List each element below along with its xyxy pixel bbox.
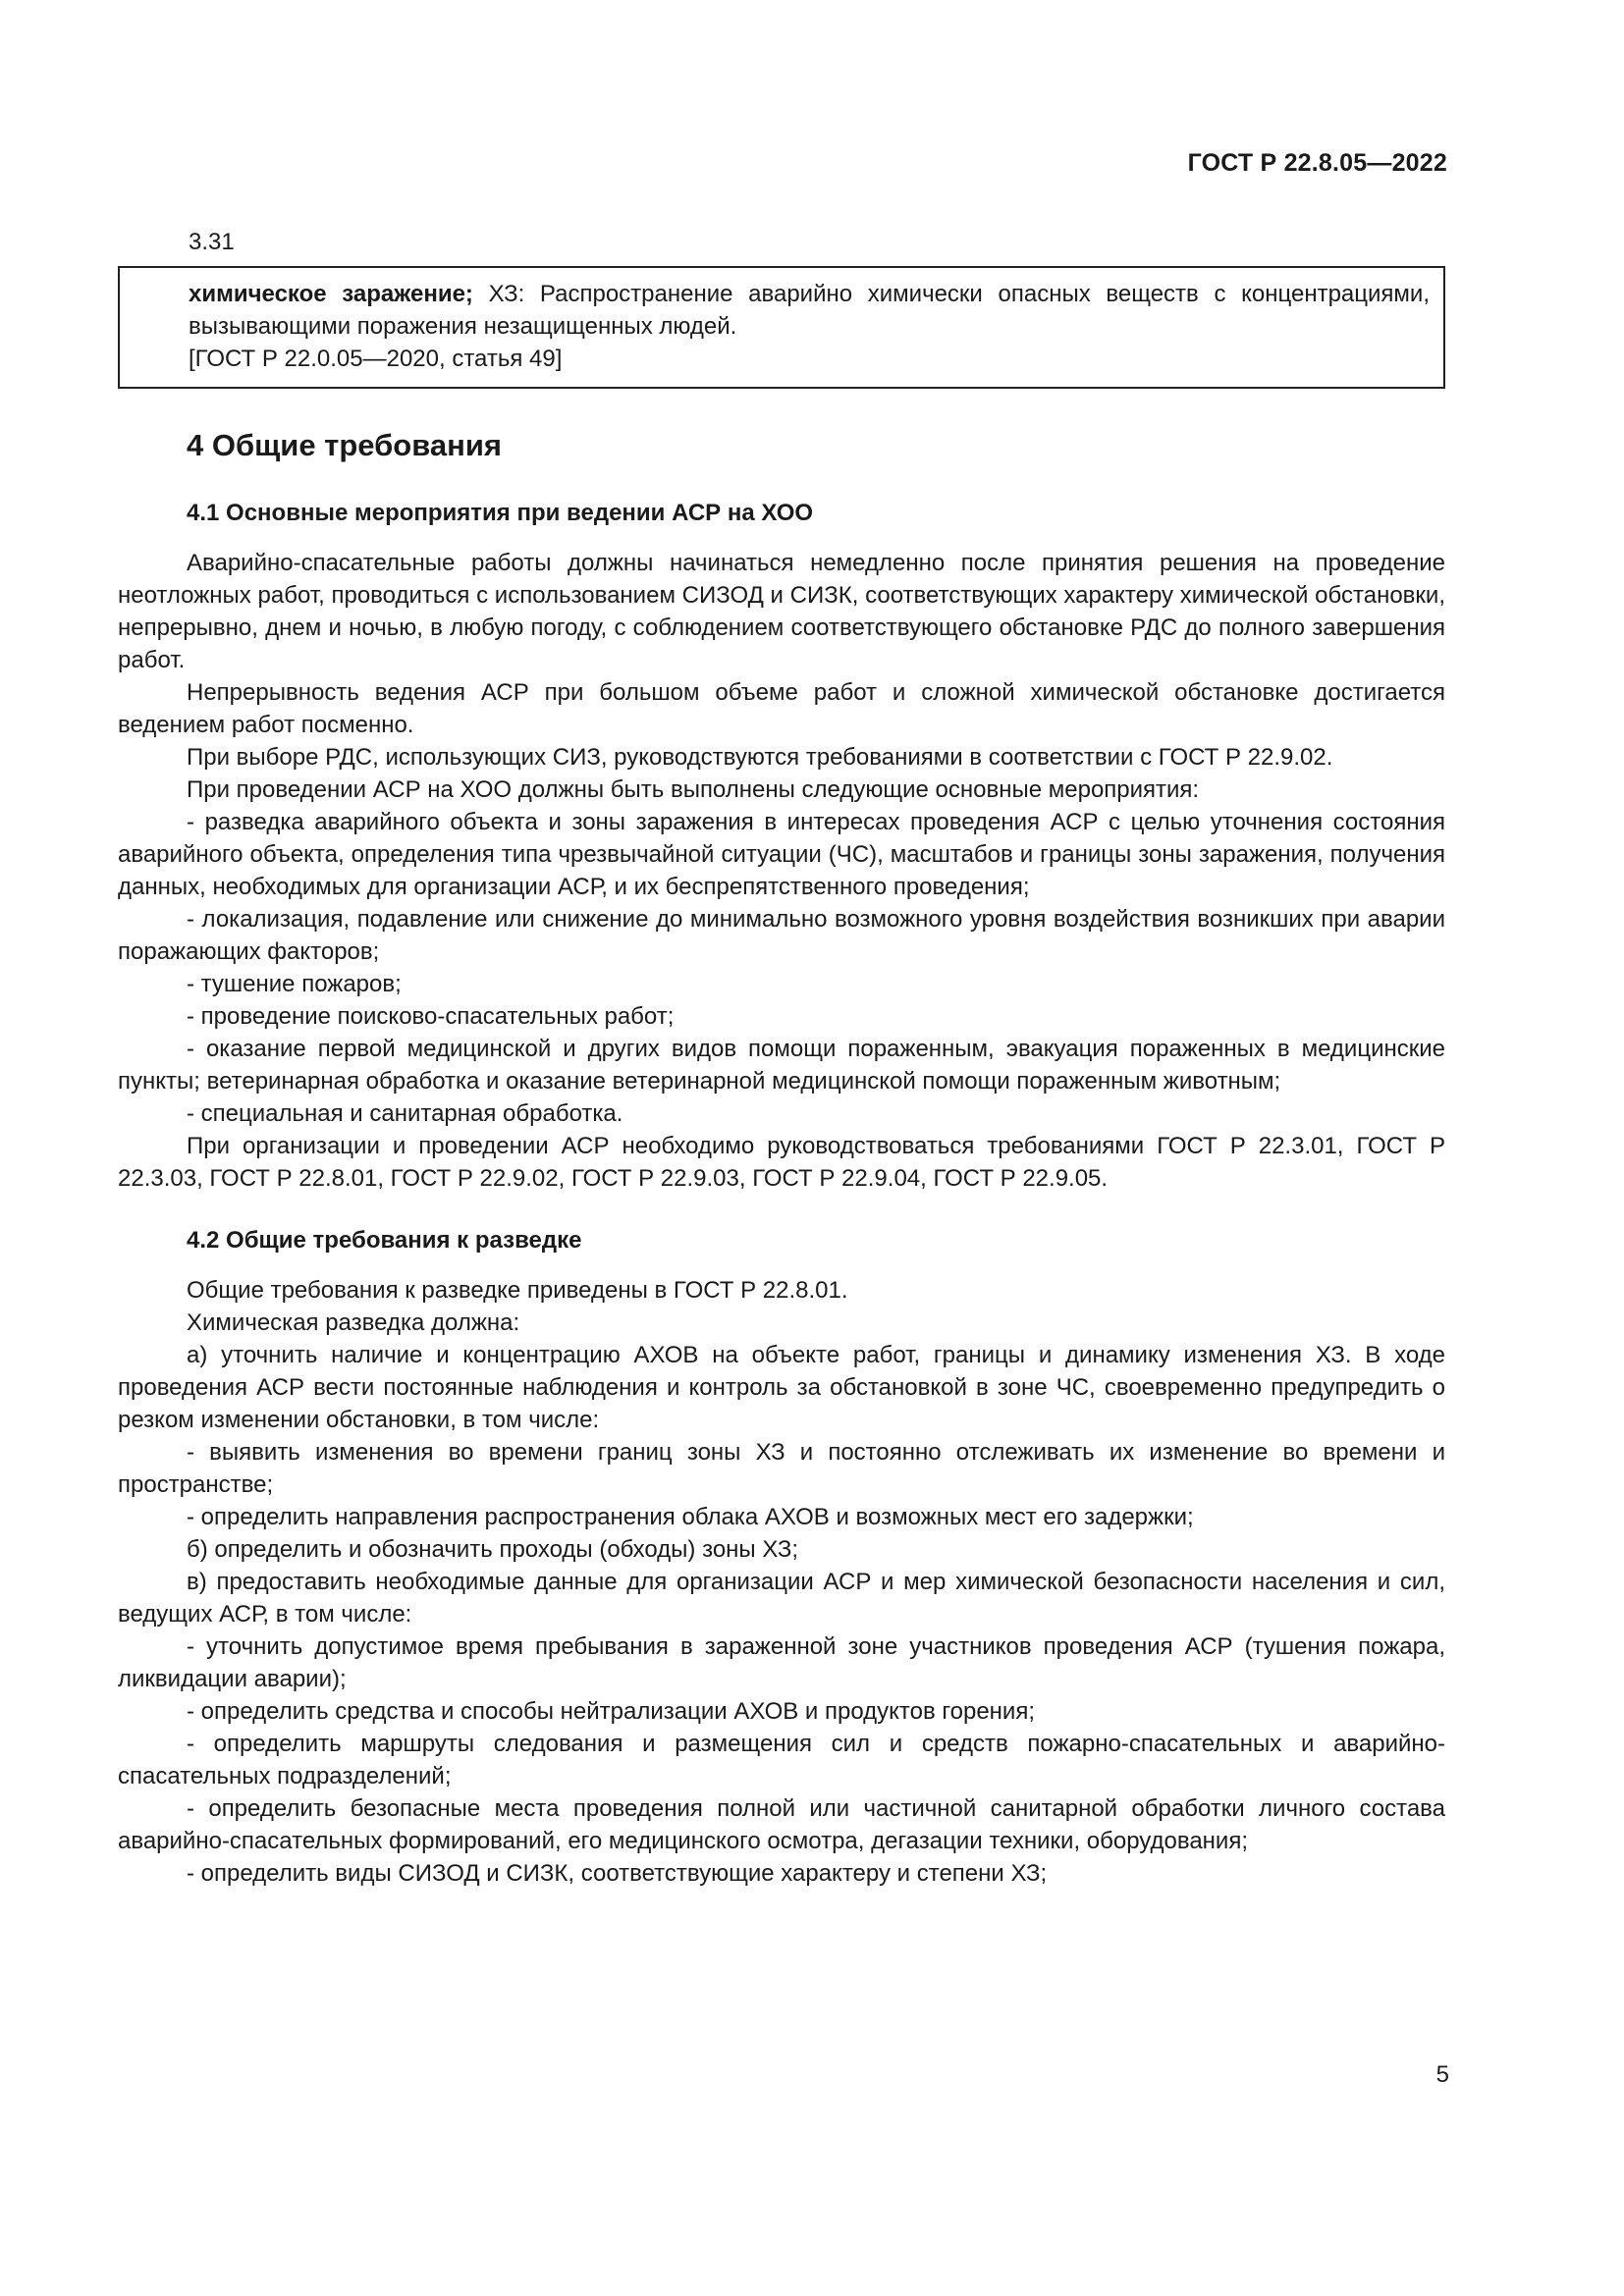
paragraph: Непрерывность ведения АСР при большом объеме работ и сложной химической обстановке достигается ведением работ посменно. xyxy=(118,679,1445,738)
list-item: - разведка аварийного объекта и зоны заражения в интересах проведения АСР с целью уточнения состояния аварийного объекта, определения типа чрезвычайной ситуации (ЧС), масштабов и границы зоны заражения, получения данных, необходимых для организации АСР, и их беспрепятственного проведения; xyxy=(118,809,1445,900)
term-source: [ГОСТ Р 22.0.05—2020, статья 49] xyxy=(189,346,563,372)
paragraph: Химическая разведка должна: xyxy=(187,1309,520,1336)
list-item: - оказание первой медицинской и других видов помощи пораженным, эвакуация пораженных в медицинские пункты; ветеринарная обработка и оказание ветеринарной медицинской помощи пораженным животным; xyxy=(118,1036,1445,1095)
paragraph: Общие требования к разведке приведены в ГОСТ Р 22.8.01. xyxy=(187,1277,848,1304)
paragraph: При выборе РДС, использующих СИЗ, руководствуются требованиями в соответствии с ГОСТ Р 22.9.02. xyxy=(187,744,1333,771)
term-definition: ХЗ: Распространение аварийно химически опасных веществ с концентрациями, вызывающими поражения незащищенных людей. xyxy=(189,281,1430,340)
subsection-title-4-1: 4.1 Основные мероприятия при ведении АСР на ХОО xyxy=(187,500,814,526)
list-item: - тушение пожаров; xyxy=(187,971,402,997)
term-definition-box xyxy=(118,266,1445,389)
paragraph: При организации и проведении АСР необходимо руководствоваться требованиями ГОСТ Р 22.3.01, ГОСТ Р 22.3.03, ГОСТ Р 22.8.01, ГОСТ Р 22.9.02, ГОСТ Р 22.9.03, ГОСТ Р 22.9.04, ГОСТ Р 22.9.05. xyxy=(118,1133,1445,1192)
list-item: - определить маршруты следования и размещения сил и средств пожарно-спасательных и аварийно-спасательных подразделений; xyxy=(118,1731,1445,1789)
list-item: - определить безопасные места проведения полной или частичной санитарной обработки личного состава аварийно-спасательных формирований, его медицинского осмотра, дегазации техники, оборудования; xyxy=(118,1795,1445,1854)
section-title: 4 Общие требования xyxy=(187,428,502,462)
list-item: - определить направления распространения облака АХОВ и возможных мест его задержки; xyxy=(187,1504,1194,1530)
list-item: - локализация, подавление или снижение до минимально возможного уровня воздействия возникших при аварии поражающих факторов; xyxy=(118,906,1445,965)
list-item: а) уточнить наличие и концентрацию АХОВ на объекте работ, границы и динамику изменения ХЗ. В ходе проведения АСР вести постоянные наблюдения и контроль за обстановкой в зоне ЧС, своевременно предупредить о резком изменении обстановки, в том числе: xyxy=(118,1342,1445,1433)
subsection-body-4-2 xyxy=(118,1274,1445,1890)
subsection-body-4-1 xyxy=(118,547,1445,1195)
paragraph: Аварийно-спасательные работы должны начинаться немедленно после принятия решения на проведение неотложных работ, проводиться с использованием СИЗОД и СИЗК, соответствующих характеру химической обстановки, непрерывно, днем и ночью, в любую погоду, с соблюдением соответствующего обстановке РДС до полного завершения работ. xyxy=(118,550,1445,673)
page-number: 5 xyxy=(1435,2061,1449,2088)
list-item: в) предоставить необходимые данные для организации АСР и мер химической безопасности населения и сил, ведущих АСР, в том числе: xyxy=(118,1569,1445,1628)
subsection-title-4-2: 4.2 Общие требования к разведке xyxy=(187,1227,582,1254)
list-item: - специальная и санитарная обработка. xyxy=(187,1100,623,1127)
list-item: - определить виды СИЗОД и СИЗК, соответствующие характеру и степени ХЗ; xyxy=(187,1860,1048,1887)
list-item: - выявить изменения во времени границ зоны ХЗ и постоянно отслеживать их изменение во времени и пространстве; xyxy=(118,1439,1445,1498)
list-item: - определить средства и способы нейтрализации АХОВ и продуктов горения; xyxy=(187,1698,1035,1725)
page-content xyxy=(118,226,1445,1890)
term-name: химическое заражение; xyxy=(189,281,473,307)
list-item: - проведение поисково-спасательных работ; xyxy=(187,1003,675,1030)
list-item: - уточнить допустимое время пребывания в зараженной зоне участников проведения АСР (тушения пожара, ликвидации аварии); xyxy=(118,1633,1445,1692)
list-item: б) определить и обозначить проходы (обходы) зоны ХЗ; xyxy=(187,1536,798,1563)
term-number: 3.31 xyxy=(189,229,235,255)
paragraph: При проведении АСР на ХОО должны быть выполнены следующие основные мероприятия: xyxy=(187,776,1200,803)
document-code: ГОСТ Р 22.8.05—2022 xyxy=(1187,149,1447,177)
